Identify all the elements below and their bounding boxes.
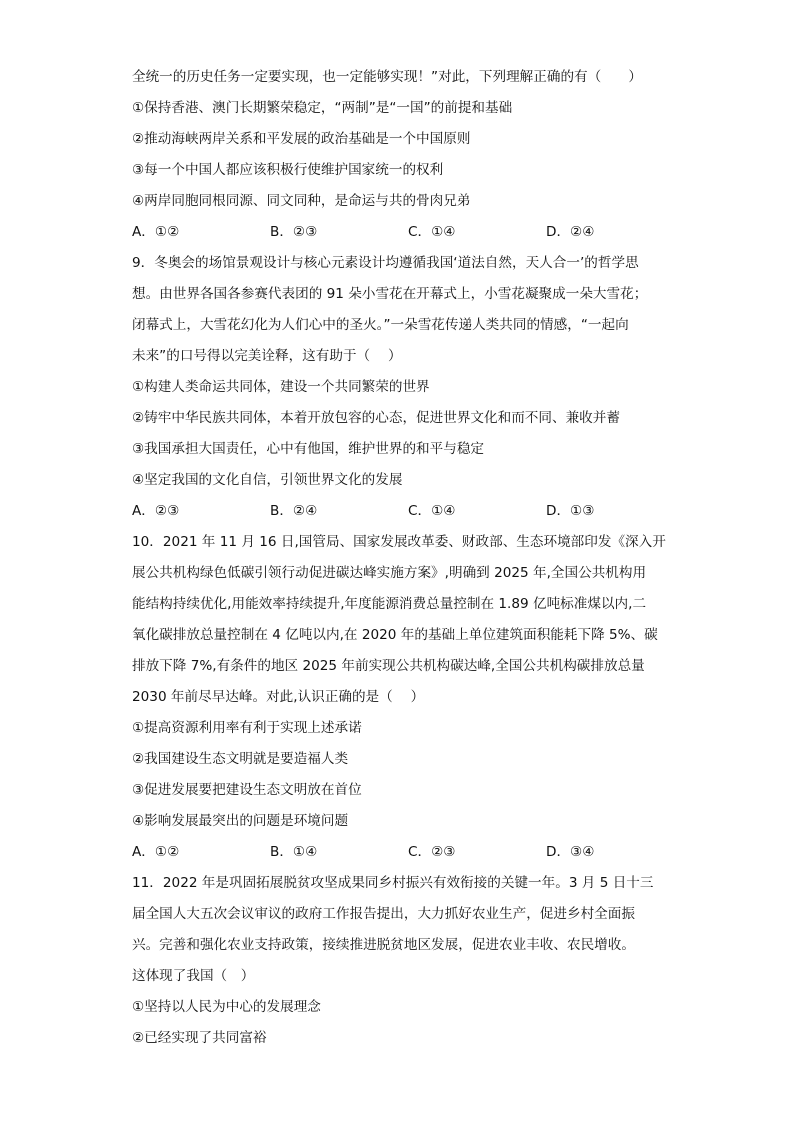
q8-item-3: ③每一个中国人都应该积极行使维护国家统一的权利 [132, 162, 444, 178]
q8-option-b: B．②③ [270, 224, 318, 240]
q10-option-d: D．③④ [546, 844, 595, 860]
q10-item-1: ①提高资源利用率有利于实现上述承诺 [132, 720, 362, 736]
q9-option-c: C．①④ [408, 503, 456, 519]
q11-stem-line-2: 届全国人大五次会议审议的政府工作报告提出，大力抓好农业生产，促进乡村全面振 [132, 906, 635, 922]
q8-item-4: ④两岸同胞同根同源、同文同种，是命运与共的骨肉兄弟 [132, 193, 471, 209]
q8-item-2: ②推动海峡两岸关系和平发展的政治基础是一个中国原则 [132, 131, 471, 147]
q9-options [132, 496, 672, 527]
q9-item-4: ④坚定我国的文化自信，引领世界文化的发展 [132, 472, 403, 488]
q10-stem-line-2: 展公共机构绿色低碳引领行动促进碳达峰实施方案》,明确到 2025 年,全国公共机构用 [132, 565, 647, 581]
q10-option-b: B．①④ [270, 844, 318, 860]
q8-option-a: A．①② [132, 224, 180, 240]
q9-item-3: ③我国承担大国责任，心中有他国，维护世界的和平与稳定 [132, 441, 485, 457]
q9-option-b: B．②④ [270, 503, 318, 519]
q9-stem-line-1: 9．冬奥会的场馆景观设计与核心元素设计均遵循我国‘道法自然，天人合一’的哲学思 [132, 255, 639, 271]
q8-options [132, 217, 672, 248]
q10-stem-line-6: 2030 年前尽早达峰。对此,认识正确的是（ ） [132, 689, 425, 705]
q10-stem-line-4: 氧化碳排放总量控制在 4 亿吨以内,在 2020 年的基础上单位建筑面积能耗下降 5%、碳 [132, 627, 658, 643]
q8-option-d: D．②④ [546, 224, 595, 240]
q11-stem-line-4: 这体现了我国（ ） [132, 968, 255, 984]
q8-option-c: C．①④ [408, 224, 456, 240]
q10-stem-line-1: 10．2021 年 11 月 16 日,国管局、国家发展改革委、财政部、生态环境部印发《深入开 [132, 534, 666, 550]
q11-item-2: ②已经实现了共同富裕 [132, 1030, 267, 1046]
q11-stem-line-3: 兴。完善和强化农业支持政策，接续推进脱贫地区发展，促进农业丰收、农民增收。 [132, 937, 635, 953]
q10-item-2: ②我国建设生态文明就是要造福人类 [132, 751, 349, 767]
q10-item-3: ③促进发展要把建设生态文明放在首位 [132, 782, 362, 798]
q10-option-c: C．②③ [408, 844, 456, 860]
q10-options [132, 837, 672, 868]
q9-stem-line-3: 闭幕式上，大雪花幻化为人们心中的圣火。”一朵雪花传递人类共同的情感，“一起向 [132, 317, 629, 333]
q9-stem-line-2: 想。由世界各国各参赛代表团的 91 朵小雪花在开幕式上，小雪花凝聚成一朵大雪花； [132, 286, 648, 302]
q10-stem-line-5: 排放下降 7%,有条件的地区 2025 年前实现公共机构碳达峰,全国公共机构碳排放总量 [132, 658, 645, 674]
q10-stem-line-3: 能结构持续优化,用能效率持续提升,年度能源消费总量控制在 1.89 亿吨标准煤以内,二 [132, 596, 647, 612]
q8-item-1: ①保持香港、澳门长期繁荣稳定，“两制”是“一国”的前提和基础 [132, 100, 513, 116]
q11-item-1: ①坚持以人民为中心的发展理念 [132, 999, 321, 1015]
q10-item-4: ④影响发展最突出的问题是环境问题 [132, 813, 349, 829]
exam-page [132, 62, 672, 1054]
q9-stem-line-4: 未来”的口号得以完美诠释，这有助于（ ） [132, 348, 402, 364]
q8-stem-line: 全统一的历史任务一定要实现，也一定能够实现！”对此，下列理解正确的有（ ） [132, 69, 643, 85]
q9-item-1: ①构建人类命运共同体，建设一个共同繁荣的世界 [132, 379, 430, 395]
q9-option-a: A．②③ [132, 503, 180, 519]
q9-item-2: ②铸牢中华民族共同体，本着开放包容的心态，促进世界文化和而不同、兼收并蓄 [132, 410, 620, 426]
q10-option-a: A．①② [132, 844, 180, 860]
q9-option-d: D．①③ [546, 503, 595, 519]
q11-stem-line-1: 11．2022 年是巩固拓展脱贫攻坚成果同乡村振兴有效衔接的关键一年。3 月 5 日十三 [132, 875, 654, 891]
